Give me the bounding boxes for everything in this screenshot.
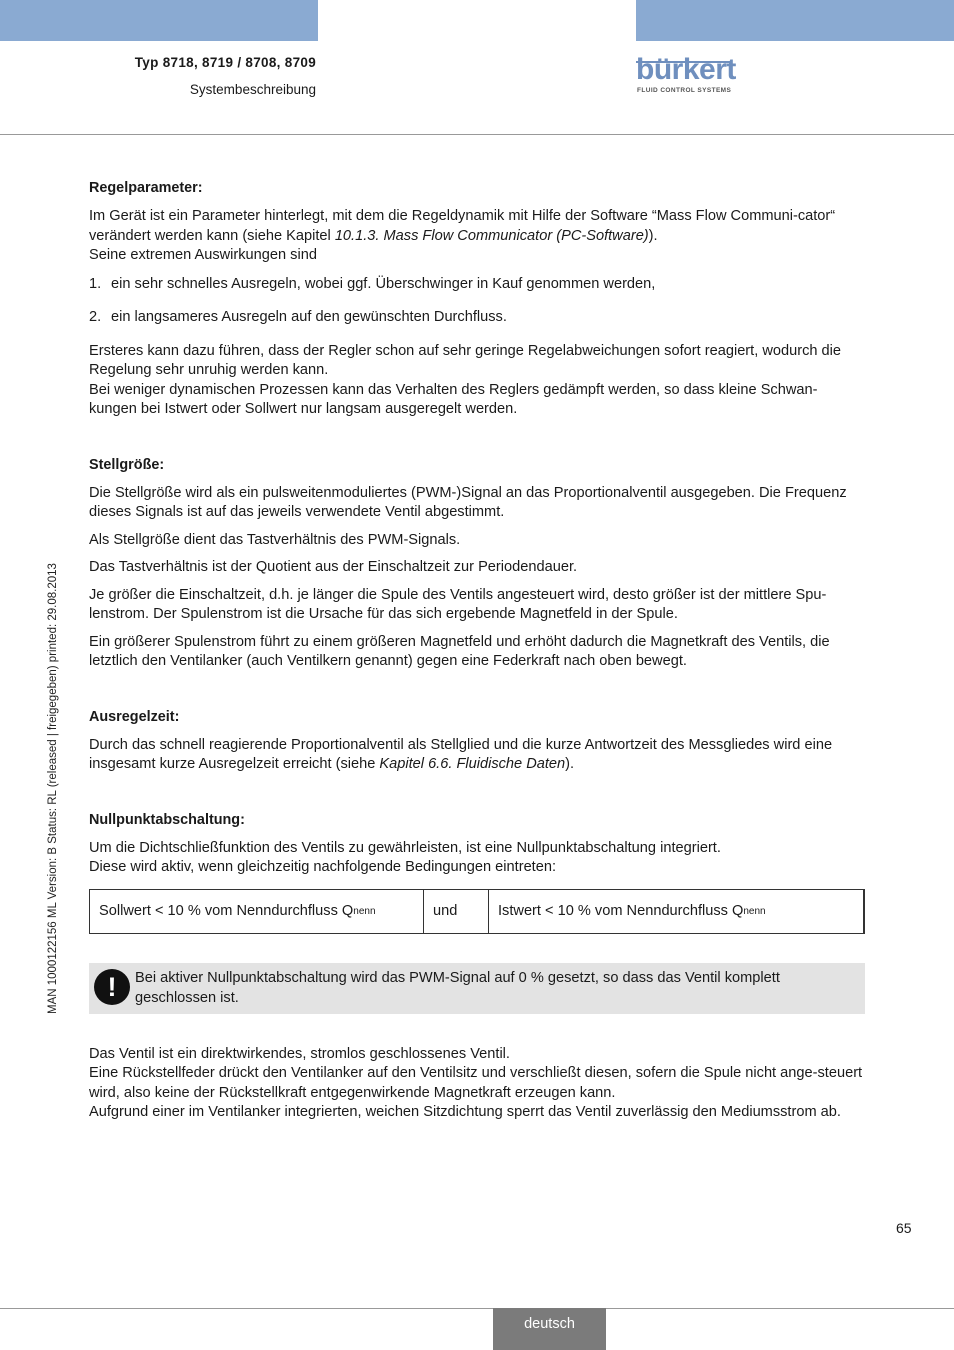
closing-paragraph: Aufgrund einer im Ventilanker integrierten, weichen Sitzdichtung sperrt das Ventil zuverlässig den Mediumsstrom ab.	[89, 1104, 841, 1120]
chapter-reference: 10.1.3. Mass Flow Communicator (PC-Software)	[334, 227, 649, 244]
burkert-logo	[636, 53, 736, 96]
regelparameter-paragraph-3: Bei weniger dynamischen Prozessen kann das Verhalten des Reglers gedämpft werden, so dass kleine Schwan-kungen bei Istwert oder Sollwert nur langsam ausgeregelt werden.	[89, 381, 818, 417]
page-content	[89, 178, 865, 1123]
heading-regelparameter: Regelparameter:	[89, 180, 203, 196]
language-tab: deutsch	[493, 1308, 606, 1350]
header-divider	[0, 134, 954, 135]
logo-tagline: FLUID CONTROL SYSTEMS	[637, 87, 732, 94]
heading-stellgroesse: Stellgröße:	[89, 456, 165, 473]
heading-ausregelzeit: Ausregelzeit:	[89, 708, 180, 725]
exclamation-icon: !	[94, 969, 130, 1005]
nullpunkt-paragraph-1: Um die Dichtschließfunktion des Ventils zu gewährleisten, ist eine Nullpunktabschaltung integriert.	[89, 839, 721, 856]
note-text: Bei aktiver Nullpunktabschaltung wird das PWM-Signal auf 0 % gesetzt, so dass das Ventil komplett geschlossen ist.	[135, 969, 780, 1006]
header-bar-left	[0, 0, 318, 41]
stellgroesse-paragraph: Das Tastverhältnis ist der Quotient aus der Einschaltzeit zur Periodendauer.	[89, 559, 578, 575]
document-subtitle: Systembeschreibung	[189, 82, 316, 97]
condition-istwert: Istwert < 10 % vom Nenndurchfluss Q nenn	[498, 903, 766, 919]
page-number: 65	[896, 1220, 912, 1236]
regelparameter-paragraph-1: Im Gerät ist ein Parameter hinterlegt, mit dem die Regeldynamik mit Hilfe der Software “Mass Flow Communi-cator“ verändert werden kann (siehe Kapitel 10.1.3. Mass Flow Communicator (PC-Software)).	[89, 208, 836, 244]
regelparameter-paragraph-1b: Seine extremen Auswirkungen sind	[89, 247, 317, 263]
closing-paragraph: Eine Rückstellfeder drückt den Ventilanker auf den Ventilsitz und verschließt diesen, sofern die Spule nicht ange-steuert wird, also keine der Rückstellkraft entgegenwirkende Magnetkraft erzeugen kann.	[89, 1065, 863, 1101]
document-type-title: Typ 8718, 8719 / 8708, 8709	[134, 55, 316, 70]
document-info-vertical: MAN 1000122156 ML Version: B Status: RL (released | freigegeben) printed: 29.08.2013	[47, 563, 59, 1014]
condition-table	[89, 889, 865, 934]
closing-paragraph: Das Ventil ist ein direktwirkendes, stromlos geschlossenes Ventil.	[89, 1045, 510, 1062]
nullpunkt-paragraph-2: Diese wird aktiv, wenn gleichzeitig nachfolgende Bedingungen eintreten:	[89, 859, 557, 875]
condition-sollwert: Sollwert < 10 % vom Nenndurchfluss Q nenn	[90, 890, 424, 933]
important-note	[89, 963, 865, 1014]
regelparameter-paragraph-2: Ersteres kann dazu führen, dass der Regler schon auf sehr geringe Regelabweichungen sofort reagiert, wodurch die Regelung sehr unruhig werden kann.	[89, 342, 842, 378]
stellgroesse-paragraph: Je größer die Einschaltzeit, d.h. je länger die Spule des Ventils angesteuert wird, desto größer ist der mittlere Spu-lenstrom. Der Spulenstrom ist die Ursache für das sich ergebende Magnetfeld in der Spule.	[89, 586, 827, 622]
chapter-reference: Kapitel 6.6. Fluidische Daten	[379, 756, 566, 772]
stellgroesse-paragraph: Die Stellgröße wird als ein pulsweitenmoduliertes (PWM-)Signal an das Proportionalventil ausgegeben. Die Frequenz dieses Signals ist auf das jeweils verwendete Ventil abgestimmt.	[89, 484, 847, 520]
logo-brand: bürkert	[636, 53, 736, 86]
heading-nullpunktabschaltung: Nullpunktabschaltung:	[89, 811, 245, 828]
list-item: 2. ein langsameres Ausregeln auf den gewünschten Durchfluss.	[89, 309, 507, 325]
stellgroesse-paragraph: Als Stellgröße dient das Tastverhältnis des PWM-Signals.	[89, 531, 461, 548]
stellgroesse-paragraph: Ein größerer Spulenstrom führt zu einem größeren Magnetfeld und erhöht dadurch die Magnetkraft des Ventils, die letztlich den Ventilanker (auch Ventilkern genannt) gegen eine Federkraft nach oben bewegt.	[89, 633, 830, 669]
condition-and: und	[424, 890, 489, 933]
footer-divider	[0, 1308, 954, 1309]
header-bar-right	[636, 0, 954, 41]
ausregelzeit-paragraph: Durch das schnell reagierende Proportionalventil als Stellglied und die kurze Antwortzeit des Messgliedes wird eine insgesamt kurze Ausregelzeit erreicht (siehe Kapitel 6.6. Fluidische Daten).	[89, 736, 833, 772]
list-item: 1. ein sehr schnelles Ausregeln, wobei ggf. Überschwinger in Kauf genommen werden,	[89, 275, 656, 292]
